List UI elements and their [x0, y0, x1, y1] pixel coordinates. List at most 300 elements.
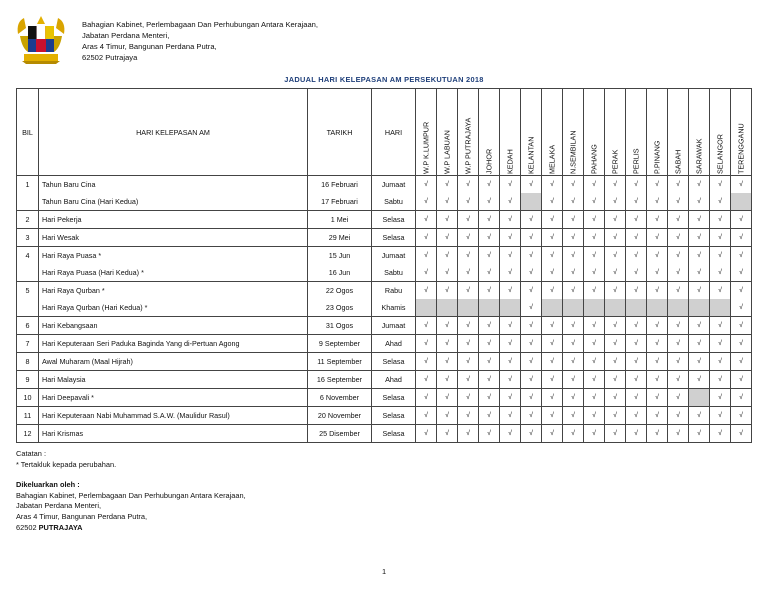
- check-mark: √: [710, 229, 731, 247]
- check-mark: √: [416, 335, 437, 353]
- check-mark: √: [500, 211, 521, 229]
- check-mark: √: [563, 264, 584, 282]
- check-mark: √: [647, 371, 668, 389]
- state-label: SARAWAK: [694, 138, 704, 174]
- non-holiday-cell: [731, 193, 752, 211]
- check-mark: √: [437, 282, 458, 300]
- check-mark: √: [689, 176, 710, 194]
- holiday-row: [17, 211, 752, 229]
- check-mark: √: [458, 389, 479, 407]
- check-mark: √: [584, 229, 605, 247]
- header-state: [605, 89, 626, 176]
- check-mark: √: [416, 282, 437, 300]
- check-mark: √: [626, 193, 647, 211]
- holiday-day: Jumaat: [372, 247, 416, 265]
- check-mark: √: [668, 264, 689, 282]
- check-mark: √: [437, 176, 458, 194]
- check-mark: √: [626, 317, 647, 335]
- check-mark: √: [668, 353, 689, 371]
- state-label: W.P LABUAN: [442, 130, 452, 174]
- holiday-row: [17, 247, 752, 265]
- non-holiday-cell: [542, 299, 563, 317]
- state-label: W.P K.LUMPUR: [421, 121, 431, 174]
- check-mark: √: [668, 389, 689, 407]
- check-mark: √: [521, 176, 542, 194]
- document-title: JADUAL HARI KELEPASAN AM PERSEKUTUAN 2018: [284, 75, 484, 84]
- check-mark: √: [605, 425, 626, 443]
- header-holiday-name: HARI KELEPASAN AM: [39, 89, 308, 176]
- check-mark: √: [605, 247, 626, 265]
- non-holiday-cell: [668, 299, 689, 317]
- header-bil: BIL: [17, 89, 39, 176]
- check-mark: √: [605, 353, 626, 371]
- holiday-bil: 5: [17, 282, 39, 300]
- check-mark: √: [689, 282, 710, 300]
- header-state: [647, 89, 668, 176]
- check-mark: √: [500, 353, 521, 371]
- state-label: PAHANG: [589, 144, 599, 174]
- check-mark: √: [605, 229, 626, 247]
- letterhead-address: [82, 19, 318, 63]
- check-mark: √: [605, 371, 626, 389]
- check-mark: √: [689, 229, 710, 247]
- check-mark: √: [521, 264, 542, 282]
- check-mark: √: [710, 282, 731, 300]
- check-mark: √: [458, 371, 479, 389]
- check-mark: √: [668, 229, 689, 247]
- check-mark: √: [563, 176, 584, 194]
- header-state: [668, 89, 689, 176]
- check-mark: √: [626, 425, 647, 443]
- check-mark: √: [542, 211, 563, 229]
- state-label: P.PINANG: [652, 140, 662, 174]
- check-mark: √: [521, 211, 542, 229]
- holiday-row: [17, 353, 752, 371]
- check-mark: √: [668, 193, 689, 211]
- check-mark: √: [626, 282, 647, 300]
- letterhead-line: Jabatan Perdana Menteri,: [82, 31, 170, 40]
- check-mark: √: [416, 264, 437, 282]
- holiday-row: [17, 389, 752, 407]
- check-mark: √: [521, 371, 542, 389]
- holiday-row: [17, 229, 752, 247]
- check-mark: √: [689, 264, 710, 282]
- holiday-table: [16, 88, 752, 443]
- check-mark: √: [584, 389, 605, 407]
- check-mark: √: [521, 353, 542, 371]
- non-holiday-cell: [647, 299, 668, 317]
- state-label: SELANGOR: [715, 134, 725, 174]
- check-mark: √: [710, 425, 731, 443]
- non-holiday-cell: [710, 299, 731, 317]
- issued-by-label: Dikeluarkan oleh :: [16, 480, 80, 490]
- holiday-bil: 12: [17, 425, 39, 443]
- check-mark: √: [458, 335, 479, 353]
- check-mark: √: [584, 211, 605, 229]
- check-mark: √: [605, 264, 626, 282]
- check-mark: √: [647, 229, 668, 247]
- holiday-date: 20 November: [308, 407, 372, 425]
- holiday-row: [17, 371, 752, 389]
- check-mark: √: [479, 425, 500, 443]
- check-mark: √: [584, 176, 605, 194]
- check-mark: √: [731, 389, 752, 407]
- state-label: PERAK: [610, 149, 620, 174]
- holiday-row: [17, 335, 752, 353]
- holiday-bil: 1: [17, 176, 39, 194]
- check-mark: √: [500, 193, 521, 211]
- check-mark: √: [437, 407, 458, 425]
- state-label: PERLIS: [631, 148, 641, 174]
- check-mark: √: [731, 353, 752, 371]
- page-number: 1: [381, 567, 387, 576]
- check-mark: √: [416, 353, 437, 371]
- check-mark: √: [542, 193, 563, 211]
- holiday-row: [17, 299, 752, 317]
- check-mark: √: [710, 176, 731, 194]
- holiday-row: [17, 317, 752, 335]
- header-state: [542, 89, 563, 176]
- check-mark: √: [626, 353, 647, 371]
- non-holiday-cell: [458, 299, 479, 317]
- check-mark: √: [437, 247, 458, 265]
- holiday-name: Hari Raya Puasa *: [39, 247, 308, 265]
- check-mark: √: [416, 389, 437, 407]
- check-mark: √: [479, 176, 500, 194]
- check-mark: √: [416, 229, 437, 247]
- check-mark: √: [605, 193, 626, 211]
- holiday-day: Selasa: [372, 389, 416, 407]
- holiday-row: [17, 282, 752, 300]
- check-mark: √: [605, 176, 626, 194]
- check-mark: √: [689, 211, 710, 229]
- holiday-row: [17, 407, 752, 425]
- header-state: [521, 89, 542, 176]
- check-mark: √: [479, 229, 500, 247]
- check-mark: √: [626, 229, 647, 247]
- coat-of-arms-logo: [14, 14, 68, 66]
- check-mark: √: [668, 335, 689, 353]
- check-mark: √: [584, 425, 605, 443]
- check-mark: √: [437, 193, 458, 211]
- issued-by-city: PUTRAJAYA: [38, 522, 83, 532]
- notes-text: * Tertakluk kepada perubahan.: [16, 459, 117, 469]
- check-mark: √: [458, 282, 479, 300]
- holiday-day: Sabtu: [372, 264, 416, 282]
- check-mark: √: [731, 247, 752, 265]
- check-mark: √: [710, 389, 731, 407]
- check-mark: √: [437, 389, 458, 407]
- check-mark: √: [563, 247, 584, 265]
- check-mark: √: [521, 282, 542, 300]
- state-label: JOHOR: [484, 148, 494, 174]
- check-mark: √: [542, 264, 563, 282]
- check-mark: √: [626, 247, 647, 265]
- check-mark: √: [668, 317, 689, 335]
- check-mark: √: [647, 193, 668, 211]
- check-mark: √: [626, 389, 647, 407]
- holiday-bil: 10: [17, 389, 39, 407]
- holiday-date: 9 September: [308, 335, 372, 353]
- check-mark: √: [521, 335, 542, 353]
- check-mark: √: [710, 211, 731, 229]
- check-mark: √: [647, 176, 668, 194]
- check-mark: √: [563, 335, 584, 353]
- check-mark: √: [521, 317, 542, 335]
- check-mark: √: [542, 371, 563, 389]
- holiday-bil: 11: [17, 407, 39, 425]
- non-holiday-cell: [437, 299, 458, 317]
- header-state: [731, 89, 752, 176]
- holiday-bil: [17, 299, 39, 317]
- check-mark: √: [689, 407, 710, 425]
- holiday-name: Hari Wesak: [39, 229, 308, 247]
- non-holiday-cell: [521, 193, 542, 211]
- check-mark: √: [605, 389, 626, 407]
- holiday-name: Hari Keputeraan Nabi Muhammad S.A.W. (Maulidur Rasul): [39, 407, 308, 425]
- check-mark: √: [542, 425, 563, 443]
- check-mark: √: [437, 425, 458, 443]
- check-mark: √: [647, 353, 668, 371]
- state-label: TERENGGANU: [736, 123, 746, 174]
- check-mark: √: [500, 389, 521, 407]
- holiday-date: 16 Jun: [308, 264, 372, 282]
- state-label: W.P PUTRAJAYA: [463, 117, 473, 174]
- header-state: [500, 89, 521, 176]
- check-mark: √: [731, 229, 752, 247]
- check-mark: √: [458, 193, 479, 211]
- check-mark: √: [479, 193, 500, 211]
- check-mark: √: [731, 335, 752, 353]
- header-day: HARI: [372, 89, 416, 176]
- check-mark: √: [689, 425, 710, 443]
- holiday-name: Hari Krismas: [39, 425, 308, 443]
- holiday-name: Hari Raya Qurban *: [39, 282, 308, 300]
- issued-by-line: Jabatan Perdana Menteri,: [16, 501, 102, 511]
- header-state: [437, 89, 458, 176]
- holiday-day: Selasa: [372, 211, 416, 229]
- check-mark: √: [521, 389, 542, 407]
- holiday-date: 15 Jun: [308, 247, 372, 265]
- holiday-date: 6 November: [308, 389, 372, 407]
- check-mark: √: [647, 247, 668, 265]
- check-mark: √: [479, 317, 500, 335]
- check-mark: √: [689, 335, 710, 353]
- check-mark: √: [500, 264, 521, 282]
- check-mark: √: [563, 211, 584, 229]
- check-mark: √: [710, 407, 731, 425]
- holiday-day: Khamis: [372, 299, 416, 317]
- check-mark: √: [605, 282, 626, 300]
- check-mark: √: [458, 425, 479, 443]
- check-mark: √: [416, 211, 437, 229]
- check-mark: √: [668, 176, 689, 194]
- holiday-date: 31 Ogos: [308, 317, 372, 335]
- holiday-name: Hari Malaysia: [39, 371, 308, 389]
- header-state: [584, 89, 605, 176]
- check-mark: √: [416, 193, 437, 211]
- holiday-name: Hari Raya Qurban (Hari Kedua) *: [39, 299, 308, 317]
- check-mark: √: [437, 211, 458, 229]
- check-mark: √: [731, 299, 752, 317]
- check-mark: √: [437, 317, 458, 335]
- header-state: [626, 89, 647, 176]
- check-mark: √: [668, 282, 689, 300]
- non-holiday-cell: [605, 299, 626, 317]
- check-mark: √: [605, 335, 626, 353]
- holiday-name: Tahun Baru Cina (Hari Kedua): [39, 193, 308, 211]
- check-mark: √: [542, 247, 563, 265]
- holiday-name: Hari Kebangsaan: [39, 317, 308, 335]
- holiday-day: Rabu: [372, 282, 416, 300]
- check-mark: √: [500, 282, 521, 300]
- check-mark: √: [416, 176, 437, 194]
- check-mark: √: [584, 407, 605, 425]
- issued-by-postcode: 62502: [16, 522, 37, 532]
- check-mark: √: [626, 176, 647, 194]
- header-state: [458, 89, 479, 176]
- check-mark: √: [647, 282, 668, 300]
- check-mark: √: [437, 353, 458, 371]
- header-state: [710, 89, 731, 176]
- header-state: [479, 89, 500, 176]
- check-mark: √: [437, 229, 458, 247]
- holiday-date: 11 September: [308, 353, 372, 371]
- check-mark: √: [731, 317, 752, 335]
- check-mark: √: [563, 282, 584, 300]
- issued-by-line: Bahagian Kabinet, Perlembagaan Dan Perhubungan Antara Kerajaan,: [16, 490, 246, 500]
- holiday-row: [17, 425, 752, 443]
- check-mark: √: [647, 407, 668, 425]
- check-mark: √: [710, 317, 731, 335]
- check-mark: √: [416, 425, 437, 443]
- holiday-bil: 9: [17, 371, 39, 389]
- check-mark: √: [731, 425, 752, 443]
- check-mark: √: [458, 407, 479, 425]
- holiday-bil: 3: [17, 229, 39, 247]
- holiday-day: Ahad: [372, 335, 416, 353]
- check-mark: √: [626, 264, 647, 282]
- check-mark: √: [479, 247, 500, 265]
- check-mark: √: [416, 247, 437, 265]
- header-date: TARIKH: [308, 89, 372, 176]
- check-mark: √: [605, 211, 626, 229]
- check-mark: √: [479, 371, 500, 389]
- check-mark: √: [584, 193, 605, 211]
- check-mark: √: [731, 282, 752, 300]
- check-mark: √: [479, 353, 500, 371]
- check-mark: √: [542, 282, 563, 300]
- check-mark: √: [584, 353, 605, 371]
- non-holiday-cell: [479, 299, 500, 317]
- check-mark: √: [584, 317, 605, 335]
- check-mark: √: [563, 193, 584, 211]
- holiday-day: Selasa: [372, 353, 416, 371]
- check-mark: √: [731, 407, 752, 425]
- check-mark: √: [521, 247, 542, 265]
- check-mark: √: [542, 229, 563, 247]
- check-mark: √: [479, 407, 500, 425]
- state-label: KELANTAN: [526, 136, 536, 174]
- state-label: KEDAH: [505, 149, 515, 174]
- check-mark: √: [458, 229, 479, 247]
- check-mark: √: [458, 317, 479, 335]
- check-mark: √: [521, 299, 542, 317]
- holiday-date: 22 Ogos: [308, 282, 372, 300]
- check-mark: √: [416, 317, 437, 335]
- check-mark: √: [500, 176, 521, 194]
- holiday-date: 23 Ogos: [308, 299, 372, 317]
- check-mark: √: [458, 211, 479, 229]
- non-holiday-cell: [563, 299, 584, 317]
- check-mark: √: [479, 211, 500, 229]
- check-mark: √: [710, 335, 731, 353]
- holiday-date: 1 Mei: [308, 211, 372, 229]
- state-label: N.SEMBILAN: [568, 130, 578, 174]
- check-mark: √: [542, 353, 563, 371]
- check-mark: √: [500, 335, 521, 353]
- check-mark: √: [584, 282, 605, 300]
- check-mark: √: [710, 247, 731, 265]
- check-mark: √: [563, 371, 584, 389]
- holiday-bil: 2: [17, 211, 39, 229]
- check-mark: √: [563, 229, 584, 247]
- check-mark: √: [689, 317, 710, 335]
- check-mark: √: [647, 389, 668, 407]
- check-mark: √: [458, 176, 479, 194]
- notes-label: Catatan :: [16, 449, 46, 458]
- check-mark: √: [500, 229, 521, 247]
- check-mark: √: [668, 425, 689, 443]
- check-mark: √: [626, 371, 647, 389]
- holiday-bil: [17, 193, 39, 211]
- check-mark: √: [647, 317, 668, 335]
- check-mark: √: [731, 211, 752, 229]
- holiday-bil: [17, 264, 39, 282]
- holiday-day: Jumaat: [372, 176, 416, 194]
- check-mark: √: [479, 264, 500, 282]
- check-mark: √: [479, 282, 500, 300]
- holiday-day: Ahad: [372, 371, 416, 389]
- holiday-name: Tahun Baru Cina: [39, 176, 308, 194]
- check-mark: √: [584, 264, 605, 282]
- state-label: MELAKA: [547, 144, 557, 174]
- check-mark: √: [731, 371, 752, 389]
- holiday-name: Hari Deepavali *: [39, 389, 308, 407]
- check-mark: √: [458, 353, 479, 371]
- non-holiday-cell: [689, 389, 710, 407]
- holiday-bil: 7: [17, 335, 39, 353]
- check-mark: √: [500, 317, 521, 335]
- check-mark: √: [626, 211, 647, 229]
- check-mark: √: [479, 335, 500, 353]
- check-mark: √: [689, 353, 710, 371]
- holiday-row: [17, 176, 752, 194]
- check-mark: √: [500, 407, 521, 425]
- check-mark: √: [689, 193, 710, 211]
- holiday-bil: 6: [17, 317, 39, 335]
- check-mark: √: [542, 335, 563, 353]
- check-mark: √: [542, 407, 563, 425]
- holiday-date: 16 Februari: [308, 176, 372, 194]
- issued-by-postcode-line: [16, 523, 246, 534]
- issued-by-line: Aras 4 Timur, Bangunan Perdana Putra,: [16, 511, 148, 521]
- check-mark: √: [584, 335, 605, 353]
- header-state: [416, 89, 437, 176]
- non-holiday-cell: [416, 299, 437, 317]
- holiday-name: Hari Pekerja: [39, 211, 308, 229]
- check-mark: √: [416, 371, 437, 389]
